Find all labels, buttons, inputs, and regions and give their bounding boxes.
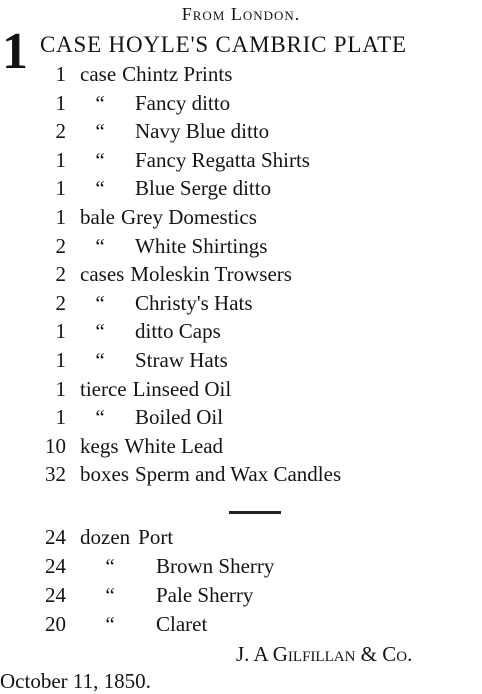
item-description: ditto Caps xyxy=(135,319,221,344)
item-description: Navy Blue ditto xyxy=(135,119,270,144)
item-quantity: 1 xyxy=(55,319,66,344)
item-quantity: 32 xyxy=(45,462,66,487)
list-item xyxy=(40,148,310,172)
list-item xyxy=(40,91,230,115)
item-quantity: 1 xyxy=(55,62,66,86)
item-quantity: 20 xyxy=(45,612,66,636)
advertisement-date: October 11, 1850. xyxy=(0,669,151,693)
item-quantity: 24 xyxy=(45,554,66,578)
list-item xyxy=(40,434,223,458)
item-unit: “ xyxy=(95,176,105,201)
item-quantity: 10 xyxy=(45,433,66,458)
item-quantity: 1 xyxy=(55,405,66,430)
lot-number: 1 xyxy=(2,23,28,80)
item-description: Grey Domestics xyxy=(120,205,257,229)
item-description: Blue Serge ditto xyxy=(135,176,272,201)
item-quantity: 2 xyxy=(55,262,66,287)
item-unit: “ xyxy=(95,119,105,144)
list-item xyxy=(40,377,231,401)
item-unit: dozen xyxy=(80,525,131,549)
list-item xyxy=(40,405,223,429)
list-item xyxy=(40,291,253,315)
item-unit: “ xyxy=(95,319,105,344)
item-unit: “ xyxy=(95,405,105,430)
item-quantity: 24 xyxy=(45,583,66,607)
list-item xyxy=(34,583,253,607)
item-description: White Lead xyxy=(124,433,224,458)
item-quantity: 1 xyxy=(55,147,66,172)
list-item xyxy=(40,348,228,372)
section-divider xyxy=(229,511,281,514)
list-item xyxy=(34,612,207,636)
item-quantity: 1 xyxy=(55,348,66,372)
item-unit: case xyxy=(80,62,117,86)
item-unit: “ xyxy=(95,233,105,258)
item-description: Brown Sherry xyxy=(156,554,275,578)
merchant-signature: J. A Gilfillan & Co. xyxy=(236,642,413,666)
lot-title: CASE HOYLE'S CAMBRIC PLATE xyxy=(40,32,407,57)
item-description: Christy's Hats xyxy=(135,290,253,315)
item-quantity: 1 xyxy=(55,205,66,229)
item-unit: “ xyxy=(95,348,105,372)
item-unit: “ xyxy=(105,583,115,607)
list-item xyxy=(40,62,232,86)
item-unit: tierce xyxy=(80,376,127,401)
item-description: White Shirtings xyxy=(135,233,268,258)
item-description: Port xyxy=(138,525,174,549)
item-quantity: 1 xyxy=(55,90,66,115)
item-quantity: 1 xyxy=(55,176,66,201)
list-item xyxy=(34,554,274,578)
list-item xyxy=(40,262,292,286)
item-unit: “ xyxy=(105,612,115,636)
item-quantity: 1 xyxy=(55,376,66,401)
list-item xyxy=(40,205,257,229)
item-unit: “ xyxy=(95,90,105,115)
item-unit: “ xyxy=(95,290,105,315)
item-description: Sperm and Wax Candles xyxy=(135,462,342,487)
list-item xyxy=(40,176,271,200)
list-item xyxy=(40,234,267,258)
item-quantity: 2 xyxy=(55,119,66,144)
item-description: Fancy Regatta Shirts xyxy=(135,147,310,172)
item-unit: “ xyxy=(95,147,105,172)
item-quantity: 24 xyxy=(45,525,66,549)
item-unit: bale xyxy=(80,205,115,229)
list-item xyxy=(40,119,269,143)
item-unit: kegs xyxy=(80,433,119,458)
item-description: Claret xyxy=(156,612,208,636)
item-description: Linseed Oil xyxy=(132,376,232,401)
item-quantity: 2 xyxy=(55,290,66,315)
item-quantity: 2 xyxy=(55,233,66,258)
list-item xyxy=(34,525,173,549)
list-item xyxy=(40,319,221,343)
list-item xyxy=(40,462,341,486)
item-description: Fancy ditto xyxy=(135,90,231,115)
item-description: Straw Hats xyxy=(135,348,228,372)
section-header: From London. xyxy=(181,4,301,24)
item-description: Chintz Prints xyxy=(122,62,233,86)
item-unit: cases xyxy=(80,262,125,287)
item-description: Boiled Oil xyxy=(135,405,224,430)
item-unit: boxes xyxy=(80,462,129,487)
item-description: Pale Sherry xyxy=(156,583,254,607)
item-description: Moleskin Trowsers xyxy=(130,262,292,287)
item-unit: “ xyxy=(105,554,115,578)
